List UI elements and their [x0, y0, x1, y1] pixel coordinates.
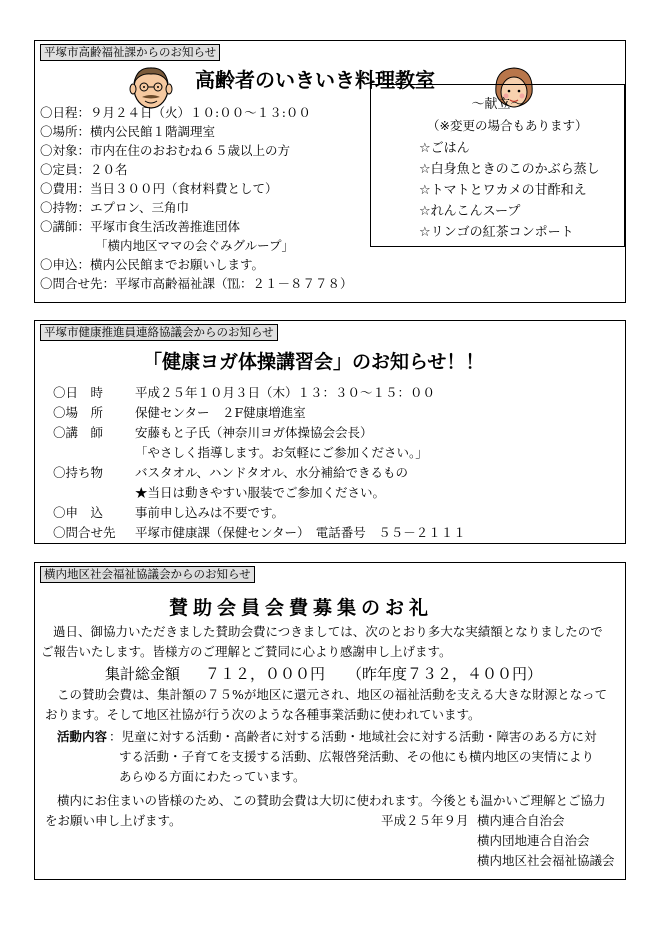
paragraph-line: おります。そして地区社協が行う次のような各種事業活動に使われています。 [45, 707, 481, 722]
activity-line: ：児童に対する活動・高齢者に対する活動・地域社会に対する活動・障害のある方に対 [109, 729, 597, 744]
target-line: 〇対象：市内在住のおおむね６５歳以上の方 [40, 143, 291, 158]
instructor-group-line: 「横内地区ママの会ぐみグループ」 [95, 238, 295, 253]
activity-line: する活動・子育てを支援する活動、広報啓発活動、その他にも横内地区の実情により [119, 749, 595, 764]
menu-item: ☆トマトとワカメの甘酢和え [419, 183, 587, 198]
signer: 横内地区社会福祉協議会 [477, 853, 615, 868]
row-label: 〇講 師 [53, 425, 104, 440]
paragraph-line: ご報告いたします。皆様方のご理解とご賛同に心より感謝申し上げます。 [41, 644, 452, 659]
place-line: 〇場所：横内公民館１階調理室 [40, 124, 216, 139]
row-value: 「やさしく指導します。お気軽にご参加ください。」 [135, 445, 428, 460]
menu-item: ☆リンゴの紅茶コンポート [419, 225, 574, 240]
signer: 横内団地連合自治会 [477, 833, 590, 848]
paragraph-line: 過日、御協力いただきました賛助会費につきましては、次のとおり多大な実績額となりましたので [53, 624, 603, 639]
row-value: 事前申し込みは不要です。 [135, 505, 285, 520]
section-tag: 横内地区社会福祉協議会からのお知らせ [40, 566, 255, 583]
menu-box [370, 84, 625, 247]
menu-note: （※変更の場合もあります） [427, 118, 588, 133]
row-label: 〇問合せ先 [53, 525, 116, 540]
schedule-line: 〇日程：９月２４日（火）１０:００～１３:００ [40, 105, 311, 120]
total-value: ７１２，０００円 [205, 665, 326, 683]
row-label: 〇場 所 [53, 405, 104, 420]
section-tag: 平塚市健康推進員連絡協議会からのお知らせ [40, 324, 278, 341]
yoga-title: 「健康ヨガ体操講習会」のお知らせ！！ [143, 351, 485, 373]
row-value: 平塚市健康課（保健センター） 電話番号 ５５－２１１１ [135, 525, 466, 540]
fee-line: 〇費用：当日３００円（食材料費として） [40, 181, 278, 196]
menu-item: ☆白身魚ときのこのかぶら蒸し [419, 162, 600, 177]
belongings-line: 〇持物：エプロン、三角巾 [40, 200, 190, 215]
row-value: 安藤もと子氏（神奈川ヨガ体操協会会長） [135, 425, 373, 440]
cooking-class-title: 高齢者のいきいき料理教室 [195, 68, 435, 92]
paragraph-line: この賛助会費は、集計額の７５%が地区に還元され、地区の福祉活動を支える大きな財源となって [57, 687, 608, 702]
row-label: 〇申 込 [53, 505, 104, 520]
instructor-line: 〇講師：平塚市食生活改善推進団体 [40, 219, 241, 234]
menu-heading: ～献立～ [471, 97, 524, 112]
application-line: 〇申込：横内公民館までお願いします。 [40, 257, 265, 272]
row-value: 保健センター ２F健康増進室 [135, 405, 306, 420]
notice-date: 平成２５年９月 [381, 813, 469, 828]
paragraph-line: をお願い申し上げます。 [45, 813, 182, 828]
activity-label: 活動内容 [57, 729, 108, 744]
menu-item: ☆ごはん [419, 141, 470, 156]
row-label: 〇持ち物 [53, 465, 104, 480]
total-previous: （昨年度７３２，４００円） [347, 665, 543, 683]
menu-item: ☆れんこんスープ [419, 204, 521, 219]
paragraph-line: 横内にお住まいの皆様のため、この賛助会費は大切に使われます。今後とも温かいご理解とご協力 [57, 793, 606, 808]
notice-donation-thanks [34, 562, 626, 880]
activity-line: あらゆる方面にわたっています。 [119, 769, 306, 784]
total-label: 集計総金額 [105, 665, 181, 683]
capacity-line: 〇定員：２０名 [40, 162, 128, 177]
section-tag: 平塚市高齢福祉課からのお知らせ [40, 44, 220, 61]
signer: 横内連合自治会 [477, 813, 565, 828]
notice-yoga-class [34, 320, 626, 544]
row-value: 平成２５年１０月３日（木）１３：３０～１５：００ [135, 385, 436, 400]
row-value: バスタオル、ハンドタオル、水分補給できるもの [135, 465, 409, 480]
row-value: ★当日は動きやすい服装でご参加ください。 [135, 485, 386, 500]
row-label: 〇日 時 [53, 385, 104, 400]
donation-title: 賛助会員会費募集のお礼 [169, 597, 434, 619]
contact-line: 〇問合せ先：平塚市高齢福祉課（℡：２１－８７７８） [40, 276, 353, 291]
